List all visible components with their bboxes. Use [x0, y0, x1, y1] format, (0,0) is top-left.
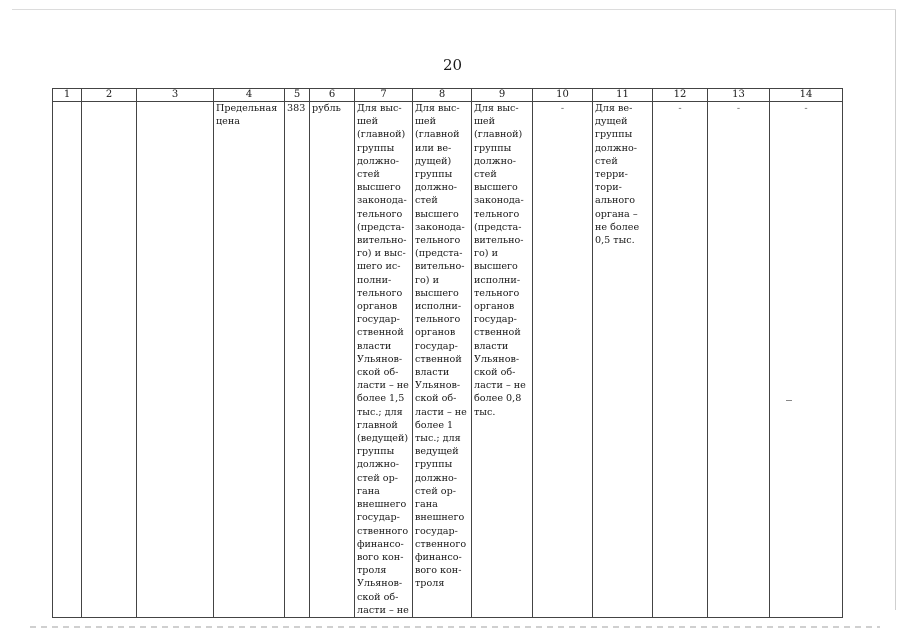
- page-number: 20: [442, 56, 463, 74]
- column-header-12: 12: [653, 89, 708, 102]
- column-header-10: 10: [533, 89, 593, 102]
- scan-mark: [786, 400, 792, 401]
- cell-2: [82, 102, 137, 618]
- scan-footer-noise: [30, 626, 880, 628]
- column-header-8: 8: [413, 89, 472, 102]
- column-header-5: 5: [285, 89, 310, 102]
- column-header-2: 2: [82, 89, 137, 102]
- cell-1: [53, 102, 82, 618]
- cell-14-dash: -: [770, 102, 843, 618]
- cell-8-requirement: Для выс- шей (главной или ве- дущей) группы должно- стей высшего законода- тельного (предста- вительно- го) и высшего исполни- тельного органов государ- ственной власти Ульянов- ской об- ласти – не более 1 тыс.; для ведущей группы должно- стей ор- гана внешнего государ- ственного финансо- вого кон- троля: [413, 102, 472, 618]
- cell-13-dash: -: [708, 102, 770, 618]
- cell-11-requirement: Для ве- дущей группы должно- стей терри- тори- ального органа – не более 0,5 тыс.: [593, 102, 653, 618]
- scan-edge-top: [12, 9, 896, 10]
- column-header-14: 14: [770, 89, 843, 102]
- scan-edge-right: [895, 10, 896, 610]
- column-header-11: 11: [593, 89, 653, 102]
- column-header-6: 6: [310, 89, 355, 102]
- header-row: [53, 89, 843, 102]
- table-row: [53, 102, 843, 618]
- cell-12-dash: -: [653, 102, 708, 618]
- document-table: [52, 88, 843, 618]
- column-header-4: 4: [214, 89, 285, 102]
- cell-3: [137, 102, 214, 618]
- column-header-3: 3: [137, 89, 214, 102]
- column-header-7: 7: [355, 89, 413, 102]
- column-header-1: 1: [53, 89, 82, 102]
- cell-10-dash: -: [533, 102, 593, 618]
- column-header-9: 9: [472, 89, 533, 102]
- column-header-13: 13: [708, 89, 770, 102]
- cell-7-requirement: Для выс- шей (главной) группы должно- стей высшего законода- тельного (предста- вительно- го) и выс- шего ис- полни- тельного органов государ- ственной власти Ульянов- ской об- ласти – не более 1,5 тыс.; для главной (ведущей) группы должно- стей ор- гана внешнего государ- ственного финансо- вого кон- троля Ульянов- ской об- ласти – не: [355, 102, 413, 618]
- cell-unit-code: 383: [285, 102, 310, 618]
- cell-unit-name: рубль: [310, 102, 355, 618]
- cell-indicator-name: Предельная цена: [214, 102, 285, 618]
- cell-9-requirement: Для выс- шей (главной) группы должно- стей высшего законода- тельного (предста- вительно- го) и высшего исполни- тельного органов государ- ственной власти Ульянов- ской об- ласти – не более 0,8 тыс.: [472, 102, 533, 618]
